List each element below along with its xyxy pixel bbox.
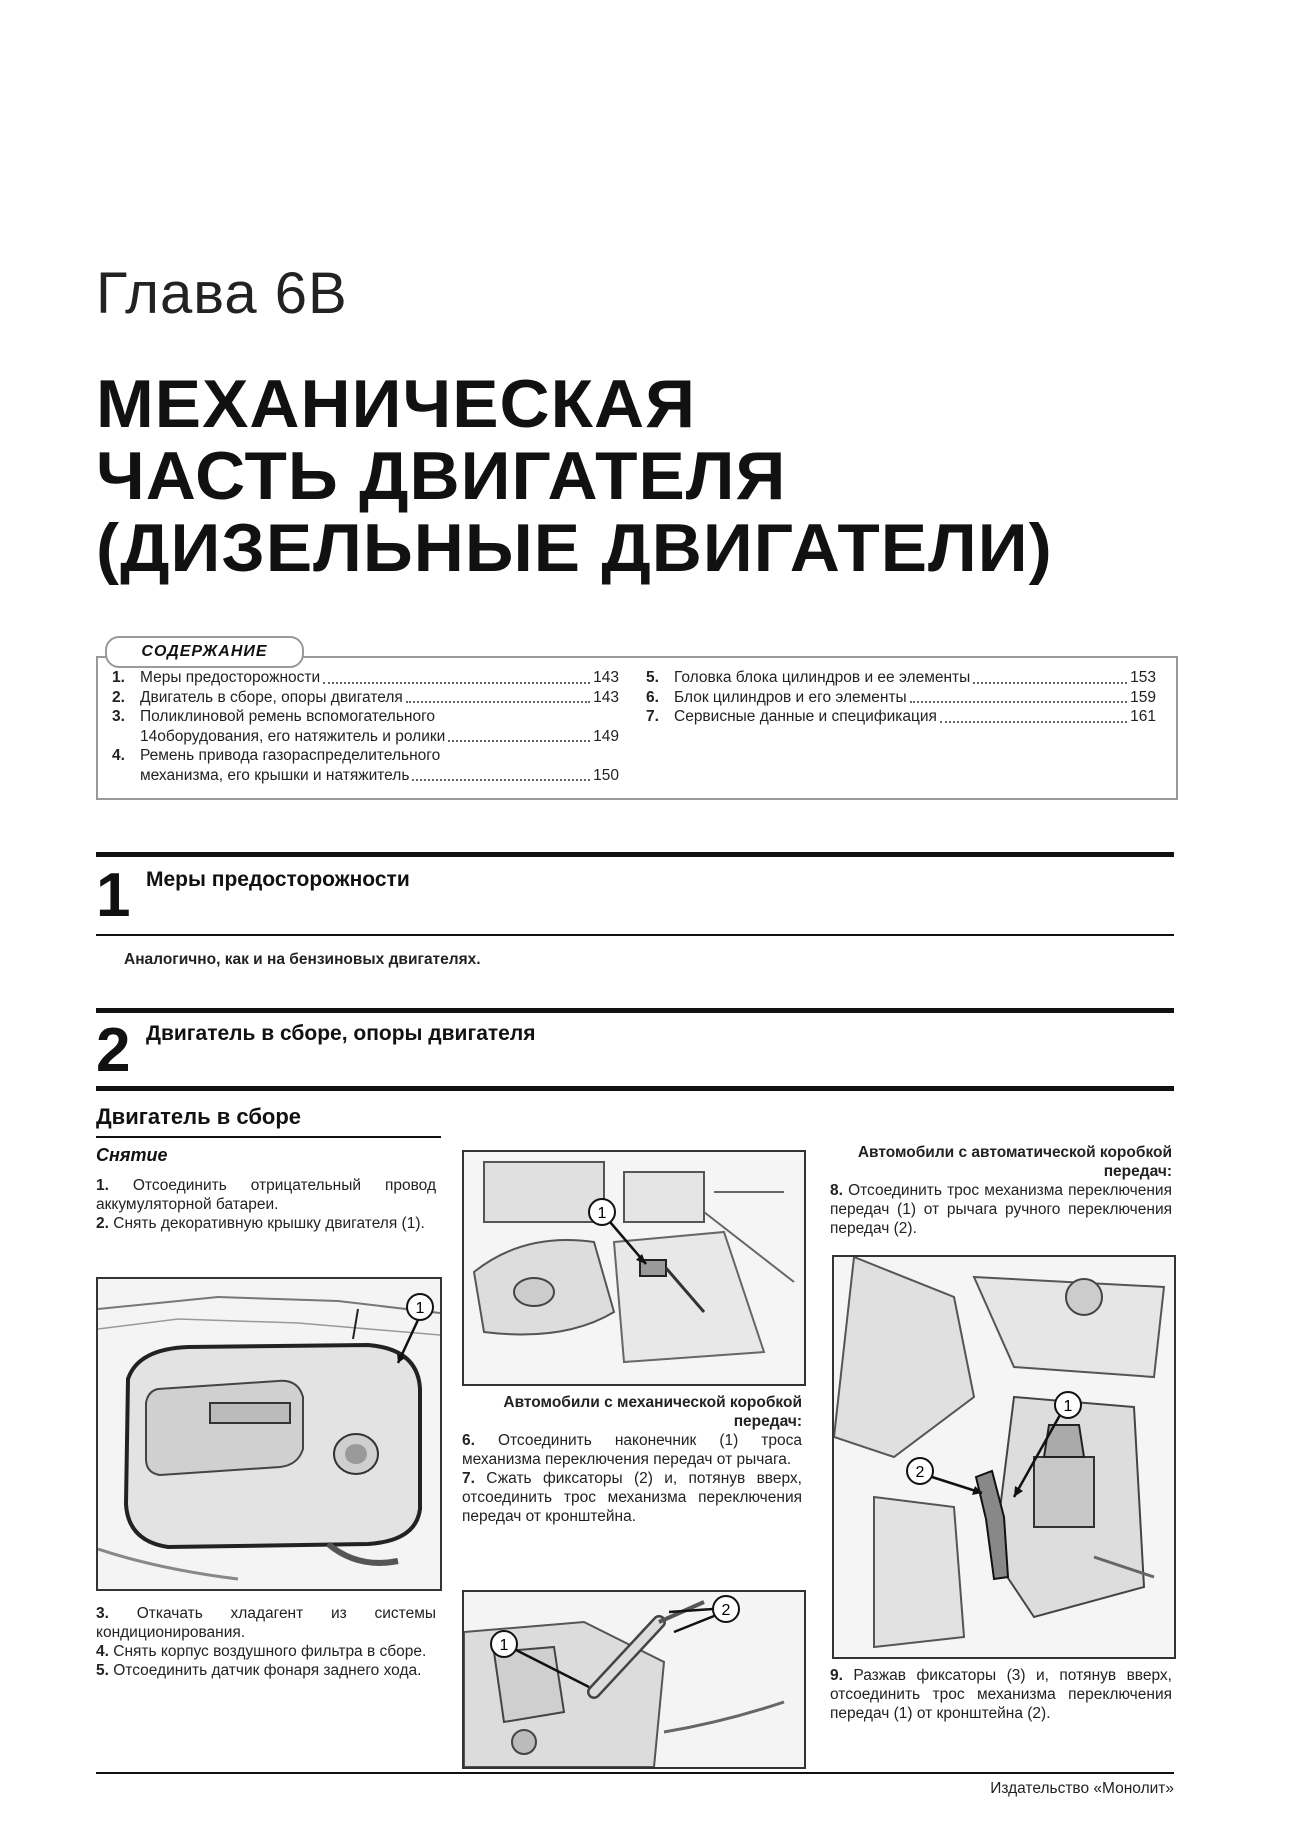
section-1-bottom-rule xyxy=(96,934,1174,936)
toc-item-number: 3. xyxy=(112,708,125,725)
step-6: 6. Отсоединить наконечник (1) троса механизма переключения передач от рычага. xyxy=(462,1432,802,1468)
toc-item[interactable] xyxy=(112,707,619,746)
column-1-steps-top xyxy=(96,1176,436,1233)
toc-label-tab xyxy=(105,636,304,668)
step-4: 4. Снять корпус воздушного фильтра в сборе. xyxy=(96,1643,427,1660)
toc-item-number: 7. xyxy=(646,708,659,725)
subheading-engine-assembly: Двигатель в сборе xyxy=(96,1104,302,1129)
toc-item[interactable] xyxy=(112,688,619,708)
callout-number: 2 xyxy=(721,1602,731,1619)
section-2-number: 2 xyxy=(96,1016,131,1085)
step-5: 5. Отсоединить датчик фонаря заднего хода. xyxy=(96,1662,422,1679)
toc-item-number: 1. xyxy=(112,669,125,686)
toc-item-number: 6. xyxy=(646,688,659,706)
toc-left-column xyxy=(112,668,619,785)
toc-item-text-line-1: Ремень привода газораспределительного xyxy=(140,747,441,764)
column-3-steps-bottom xyxy=(830,1666,1172,1723)
removal-label: Снятие xyxy=(96,1145,168,1165)
callout-number: 2 xyxy=(915,1464,925,1481)
section-1-number: 1 xyxy=(96,861,131,930)
figure-manual-cable-bracket xyxy=(462,1590,806,1769)
toc-item-number: 4. xyxy=(112,747,125,764)
toc-item[interactable] xyxy=(112,668,619,688)
subheading-rule xyxy=(96,1136,441,1138)
chapter-title-line-1: МЕХАНИЧЕСКАЯ xyxy=(96,366,696,442)
manual-cable-bracket-illustration xyxy=(464,1592,804,1767)
toc-item-page: 153 xyxy=(1130,669,1156,686)
automatic-gearbox-heading: Автомобили с автоматической коробкой передач: xyxy=(857,1144,1172,1180)
toc-item[interactable] xyxy=(112,746,619,785)
callout-number: 1 xyxy=(415,1300,425,1317)
toc-item-text: Сервисные данные и спецификация xyxy=(674,708,937,725)
callout-number: 1 xyxy=(499,1637,509,1654)
callout-number: 1 xyxy=(1063,1398,1073,1415)
footer-rule xyxy=(96,1772,1174,1774)
toc-item-text: Головка блока цилиндров и ее элементы xyxy=(674,669,971,686)
toc-item-text-line-1: Поликлиновой ремень вспомогательного xyxy=(140,708,436,725)
toc-item-page: 159 xyxy=(1130,688,1156,706)
chapter-title-line-3: (ДИЗЕЛЬНЫЕ ДВИГАТЕЛИ) xyxy=(96,510,1053,586)
toc-item-page: 143 xyxy=(593,669,619,686)
toc-item-page: 143 xyxy=(593,688,619,706)
toc-item-number: 5. xyxy=(646,669,659,686)
step-3: 3. Откачать хладагент из системы кондиционирования. xyxy=(96,1605,436,1641)
step-9: 9. Разжав фиксаторы (3) и, потянув вверх, отсоединить трос механизма переключения передач (1) от кронштейна (2). xyxy=(830,1667,1172,1722)
manual-gearbox-heading: Автомобили с механической коробкой передач: xyxy=(503,1394,802,1430)
toc-item-text: Меры предосторожности xyxy=(140,669,321,686)
toc-item[interactable] xyxy=(646,707,1156,727)
manual-gearbox-illustration xyxy=(464,1152,804,1384)
toc-item-number: 2. xyxy=(112,688,125,706)
automatic-gearbox-illustration xyxy=(834,1257,1174,1657)
section-1-title: Меры предосторожности xyxy=(146,868,410,891)
toc-item-page: 149 xyxy=(593,727,619,745)
figure-automatic-cable xyxy=(832,1255,1176,1659)
callout-number: 1 xyxy=(597,1205,607,1222)
column-3-steps-top xyxy=(830,1143,1172,1238)
section-2-top-rule xyxy=(96,1008,1174,1013)
step-7: 7. Сжать фиксаторы (2) и, потянув вверх, отсоединить трос механизма переключения передач от кронштейна. xyxy=(462,1470,802,1525)
toc-item-text: Блок цилиндров и его элементы xyxy=(674,688,907,706)
section-2-title: Двигатель в сборе, опоры двигателя xyxy=(146,1022,536,1045)
figure-manual-cable-end xyxy=(462,1150,806,1386)
toc-item[interactable] xyxy=(646,668,1156,688)
toc-item-page: 150 xyxy=(593,766,619,784)
toc-item[interactable] xyxy=(646,688,1156,708)
step-2: 2. Снять декоративную крышку двигателя (1). xyxy=(96,1215,425,1232)
column-2-steps xyxy=(462,1393,802,1526)
toc-right-column xyxy=(646,668,1156,727)
toc-item-page: 161 xyxy=(1130,708,1156,725)
column-1-steps-bottom xyxy=(96,1604,436,1680)
engine-cover-illustration xyxy=(98,1279,440,1589)
toc-item-text: Двигатель в сборе, опоры двигателя xyxy=(140,688,403,706)
step-1: 1. Отсоединить отрицательный провод аккумуляторной батареи. xyxy=(96,1177,436,1213)
chapter-label: Глава 6В xyxy=(96,261,348,326)
footer-publisher: Издательство «Монолит» xyxy=(990,1780,1174,1797)
figure-engine-cover xyxy=(96,1277,442,1591)
step-8: 8. Отсоединить трос механизма переключения передач (1) от рычага ручного переключения передач (2). xyxy=(830,1182,1172,1237)
section-1-text: Аналогично, как и на бензиновых двигателях. xyxy=(124,951,481,968)
toc-item-text: механизма, его крышки и натяжитель xyxy=(140,766,410,784)
toc-label: СОДЕРЖАНИЕ xyxy=(141,643,268,660)
chapter-title-line-2: ЧАСТЬ ДВИГАТЕЛЯ xyxy=(96,438,787,514)
toc-item-text: 14оборудования, его натяжитель и ролики xyxy=(140,727,446,745)
section-1-top-rule xyxy=(96,852,1174,857)
section-2-bottom-rule xyxy=(96,1086,1174,1091)
